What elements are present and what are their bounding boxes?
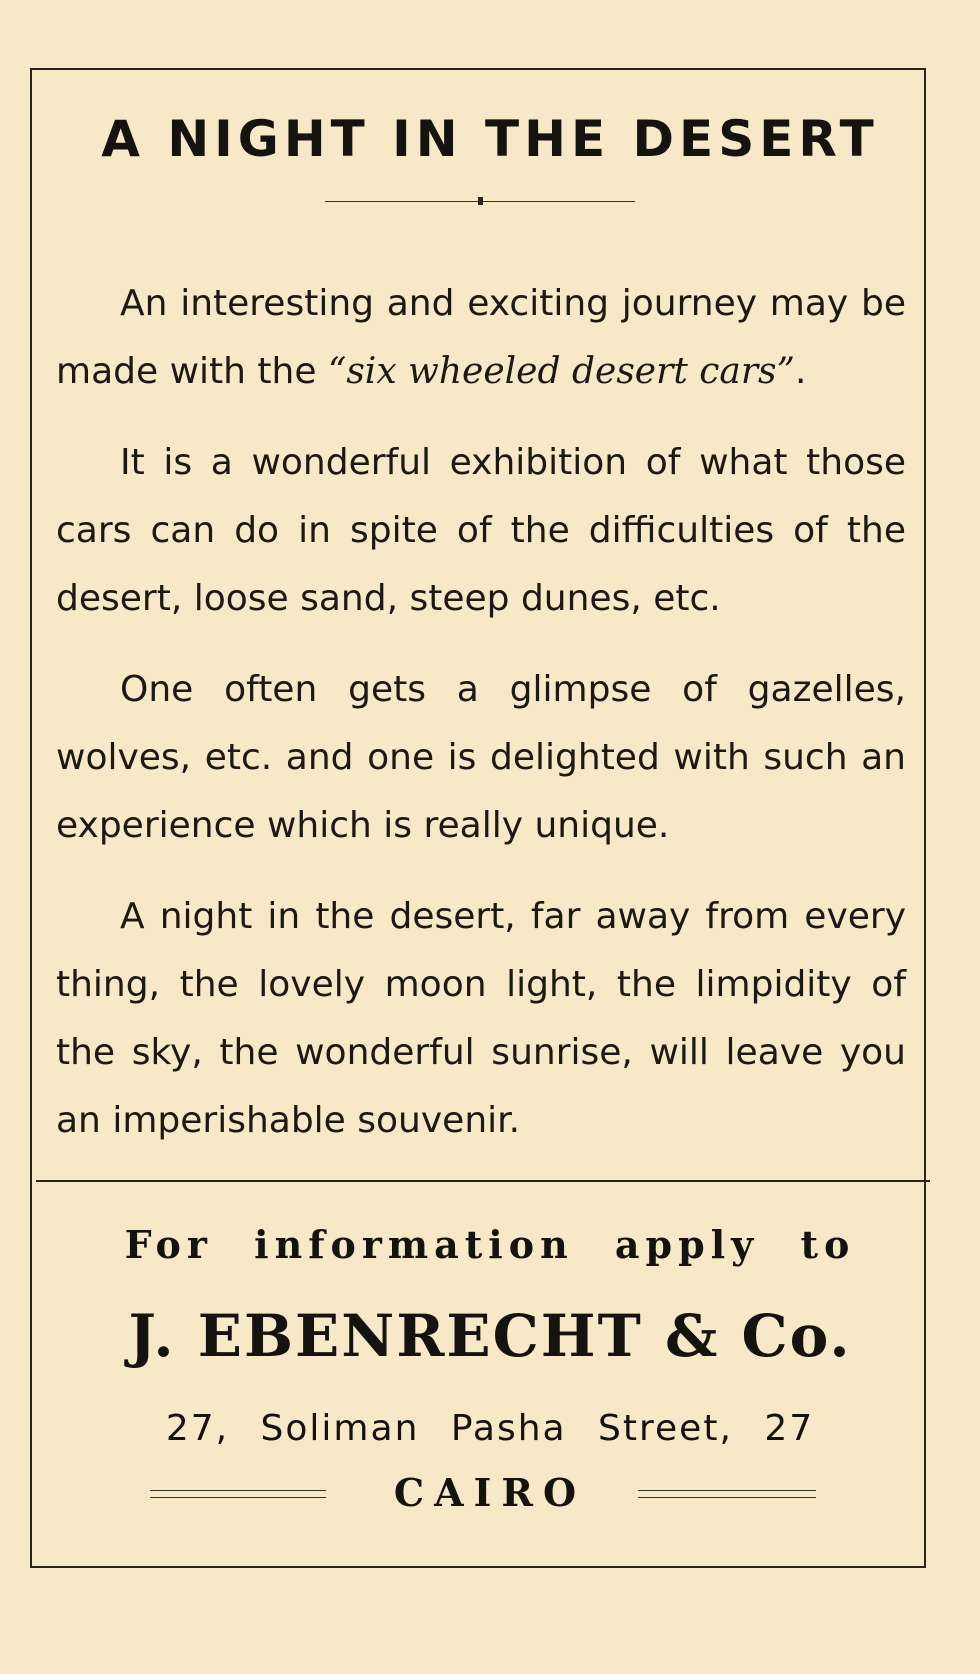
body-text	[56, 270, 906, 1178]
paragraph-1-text: An interesting and exciting journey may be made with the	[56, 283, 906, 392]
company-address: 27, Soliman Pasha Street, 27	[165, 1408, 815, 1449]
paragraph-1-italic: “six wheeled desert cars”	[327, 351, 795, 392]
paragraph-2: It is a wonderful exhibition of what those cars can do in spite of the difficulties of the desert, loose sand, steep dunes, etc.	[56, 442, 906, 619]
section-divider	[36, 1180, 930, 1182]
paragraph-1-end: .	[794, 351, 807, 392]
company-name: J. EBENRECHT & Co.	[128, 1302, 852, 1370]
paragraph-3: One often gets a glimpse of gazelles, wolves, etc. and one is delighted with such an experience which is really unique.	[56, 669, 906, 846]
city-name: CAIRO	[393, 1470, 587, 1515]
city-rule-right	[638, 1490, 816, 1498]
page-title: A NIGHT IN THE DESERT	[101, 110, 879, 168]
title-ornament-mark	[478, 197, 483, 205]
info-line: For information apply to	[124, 1222, 856, 1267]
paragraph-4: A night in the desert, far away from every thing, the lovely moon light, the limpidity of the sky, the wonderful sunrise, will leave you an imperishable souvenir.	[56, 896, 906, 1141]
paragraph-1	[56, 270, 906, 406]
